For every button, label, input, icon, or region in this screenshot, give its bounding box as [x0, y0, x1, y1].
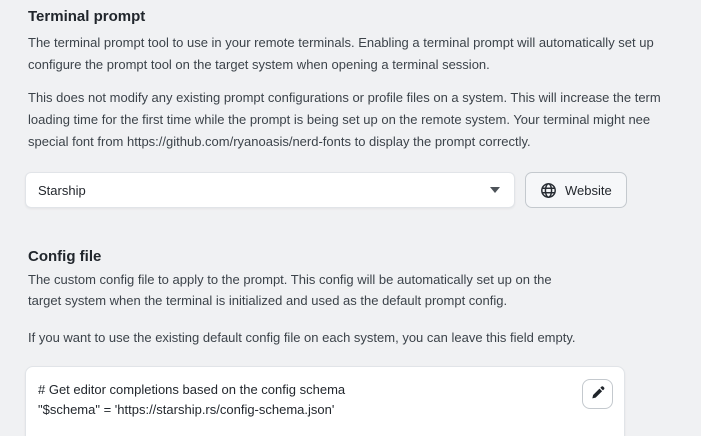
config-file-description-1 — [28, 269, 701, 311]
website-button[interactable] — [525, 172, 627, 208]
description-line: target system when the terminal is initialized and used as the default prompt config. — [28, 293, 508, 308]
terminal-prompt-description-1 — [28, 32, 701, 76]
description-line: If you want to use the existing default config file on each system, you can leave this field empty. — [28, 330, 576, 345]
config-file-description-2 — [28, 327, 701, 348]
description-line: The custom config file to apply to the prompt. This config will be automatically set up on the — [28, 272, 552, 287]
terminal-prompt-title: Terminal prompt — [28, 8, 146, 25]
pencil-icon — [590, 385, 605, 403]
description-line: The terminal prompt tool to use in your remote terminals. Enabling a terminal prompt will automatically set up — [28, 35, 654, 50]
edit-config-button[interactable] — [582, 379, 613, 409]
prompt-tool-selected-value: Starship — [38, 182, 86, 198]
config-code-line: "$schema" = 'https://starship.rs/config-schema.json' — [38, 402, 335, 417]
terminal-prompt-description-2 — [28, 87, 701, 153]
config-file-section — [25, 249, 701, 436]
chevron-down-icon — [490, 187, 500, 193]
description-line: loading time for the first time while the prompt is being set up on the remote system. Your terminal might nee — [28, 112, 651, 127]
config-code-line: # Get editor completions based on the config schema — [38, 382, 346, 397]
description-line: configure the prompt tool on the target system when opening a terminal session. — [28, 57, 490, 72]
globe-icon — [540, 182, 557, 199]
prompt-controls-row — [25, 172, 701, 208]
terminal-prompt-section — [25, 9, 701, 208]
description-line: special font from https://github.com/ryanoasis/nerd-fonts to display the prompt correctly. — [28, 134, 531, 149]
prompt-tool-dropdown[interactable] — [25, 172, 515, 208]
config-editor-field[interactable] — [25, 366, 625, 436]
website-button-label: Website — [565, 182, 612, 198]
config-file-title: Config file — [28, 248, 102, 265]
description-line: This does not modify any existing prompt configurations or profile files on a system. This will increase the term — [28, 90, 661, 105]
